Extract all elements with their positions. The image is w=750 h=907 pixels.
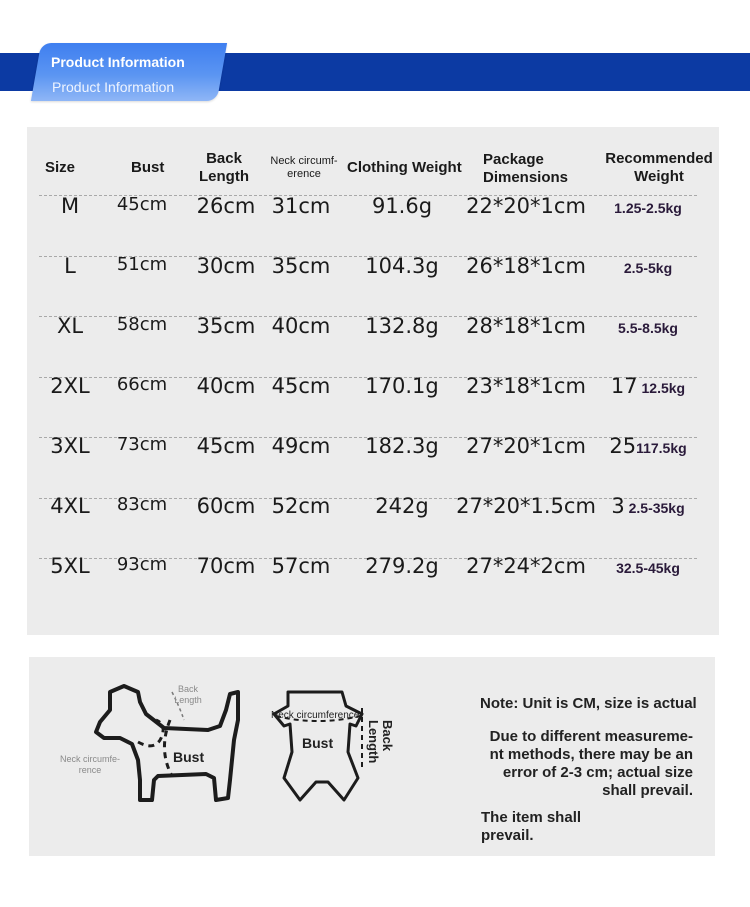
cell-clothing-weight: 279.2g xyxy=(365,554,439,578)
cell-package: 27*24*2cm xyxy=(466,554,586,578)
header-bust: Bust xyxy=(131,159,165,176)
header-size: Size xyxy=(45,159,76,176)
cell-size: 5XL xyxy=(50,554,90,578)
cell-neck: 40cm xyxy=(271,314,331,338)
cell-package: 27*20*1cm xyxy=(466,434,586,458)
cell-clothing-weight: 242g xyxy=(375,494,429,518)
cell-back-length: 30cm xyxy=(196,254,256,278)
rec-value: 1.25-2.5kg xyxy=(614,200,682,216)
cloth-back-length-label xyxy=(366,720,394,763)
header-back-length xyxy=(196,150,252,186)
cell-size: M xyxy=(60,194,80,218)
table-row-3xl xyxy=(27,434,719,494)
cell-bust: 83cm xyxy=(116,494,168,515)
cell-neck: 45cm xyxy=(271,374,331,398)
cell-clothing-weight: 132.8g xyxy=(365,314,439,338)
cell-size: 4XL xyxy=(50,494,90,518)
cell-recommended-weight xyxy=(603,314,693,374)
cell-package: 23*18*1cm xyxy=(466,374,586,398)
rec-value: 2.5-35kg xyxy=(628,500,685,516)
dog-bust-label: Bust xyxy=(173,749,205,765)
cell-neck: 52cm xyxy=(271,494,331,518)
unit-note: Note: Unit is CM, size is actual xyxy=(480,695,697,712)
cell-bust: 66cm xyxy=(116,374,168,395)
cell-back-length: 70cm xyxy=(196,554,256,578)
measurement-note-line1: Due to different measureme- xyxy=(489,728,693,745)
rec-value: 117.5kg xyxy=(636,440,687,456)
cell-bust: 93cm xyxy=(116,554,168,575)
cell-clothing-weight: 104.3g xyxy=(365,254,439,278)
cell-package: 28*18*1cm xyxy=(466,314,586,338)
cell-size: L xyxy=(64,254,76,278)
rec-prefix: 17 xyxy=(610,374,638,398)
cell-bust: 45cm xyxy=(116,194,168,215)
rec-value: 32.5-45kg xyxy=(616,560,680,576)
dog-neck-line1: Neck circumfe- xyxy=(59,754,120,764)
cell-recommended-weight xyxy=(603,494,693,554)
cell-size: 3XL xyxy=(50,434,90,458)
cell-back-length: 40cm xyxy=(196,374,256,398)
header-back-length-line1: Back xyxy=(206,150,242,167)
cloth-neck-label: Neck circumference xyxy=(271,710,360,721)
rec-prefix: 25 xyxy=(609,434,637,458)
prevail-note xyxy=(481,809,581,845)
prevail-note-line2: prevail. xyxy=(481,827,534,844)
cell-neck: 35cm xyxy=(271,254,331,278)
cell-clothing-weight: 170.1g xyxy=(365,374,439,398)
measurement-note-line4: shall prevail. xyxy=(602,782,693,799)
header-neck-line2: erence xyxy=(287,168,321,180)
measurement-note-line3: error of 2-3 cm; actual size xyxy=(502,764,693,781)
cloth-back-line1: Back xyxy=(380,720,395,752)
cell-back-length: 26cm xyxy=(196,194,256,218)
rec-prefix: 3 xyxy=(611,494,625,518)
cloth-bust-label: Bust xyxy=(302,735,334,751)
table-row-2xl xyxy=(27,374,719,434)
cell-back-length: 45cm xyxy=(196,434,256,458)
cell-neck: 31cm xyxy=(271,194,331,218)
header-recommended-line2: Weight xyxy=(634,168,684,185)
cell-bust: 58cm xyxy=(116,314,168,335)
prevail-note-line1: The item shall xyxy=(481,809,582,826)
dog-neck-label xyxy=(54,754,126,776)
cell-recommended-weight xyxy=(603,194,693,254)
header-clothing-weight: Clothing Weight xyxy=(347,159,462,176)
cell-size: 2XL xyxy=(50,374,90,398)
dog-back-line2: Length xyxy=(174,695,202,705)
header-recommended-line1: Recommended xyxy=(605,150,713,167)
cell-back-length: 35cm xyxy=(196,314,256,338)
rec-value: 12.5kg xyxy=(641,380,686,396)
cell-recommended-weight xyxy=(603,434,693,494)
header-package-line2: Dimensions xyxy=(483,169,569,186)
cell-package: 22*20*1cm xyxy=(466,194,586,218)
cell-clothing-weight: 182.3g xyxy=(365,434,439,458)
cloth-back-line2: Length xyxy=(366,720,381,764)
dog-neck-line2: rence xyxy=(78,765,102,775)
measurement-note-line2: nt methods, there may be an xyxy=(489,746,693,763)
dog-back-line1: Back xyxy=(177,684,198,694)
table-row-xl xyxy=(27,314,719,374)
header-package-dimensions xyxy=(483,151,568,187)
cell-neck: 57cm xyxy=(271,554,331,578)
table-row-4xl xyxy=(27,494,719,554)
cell-recommended-weight xyxy=(603,254,693,314)
cell-bust: 51cm xyxy=(116,254,168,275)
cell-size: XL xyxy=(56,314,84,338)
cell-back-length: 60cm xyxy=(196,494,256,518)
header-package-line1: Package xyxy=(483,151,544,168)
cell-neck: 49cm xyxy=(271,434,331,458)
tab-subtitle: Product Information xyxy=(52,79,175,95)
dog-back-length-label xyxy=(166,684,210,706)
header-neck-line1: Neck circumf- xyxy=(270,155,338,167)
measurement-note xyxy=(470,728,693,800)
cell-package: 26*18*1cm xyxy=(466,254,586,278)
tab-title: Product Information xyxy=(51,54,185,70)
table-row-5xl xyxy=(27,554,719,614)
table-row-m xyxy=(27,194,719,254)
rec-value: 5.5-8.5kg xyxy=(618,320,678,336)
header-back-length-line2: Length xyxy=(199,168,249,185)
rec-value: 2.5-5kg xyxy=(623,260,673,276)
header-neck-circumference xyxy=(266,155,342,181)
cell-package: 27*20*1.5cm xyxy=(456,494,596,518)
header-recommended-weight xyxy=(603,150,715,186)
cell-recommended-weight xyxy=(603,554,693,614)
table-row-l xyxy=(27,254,719,314)
cell-bust: 73cm xyxy=(116,434,168,455)
cell-recommended-weight xyxy=(603,374,693,434)
cell-clothing-weight: 91.6g xyxy=(371,194,433,218)
